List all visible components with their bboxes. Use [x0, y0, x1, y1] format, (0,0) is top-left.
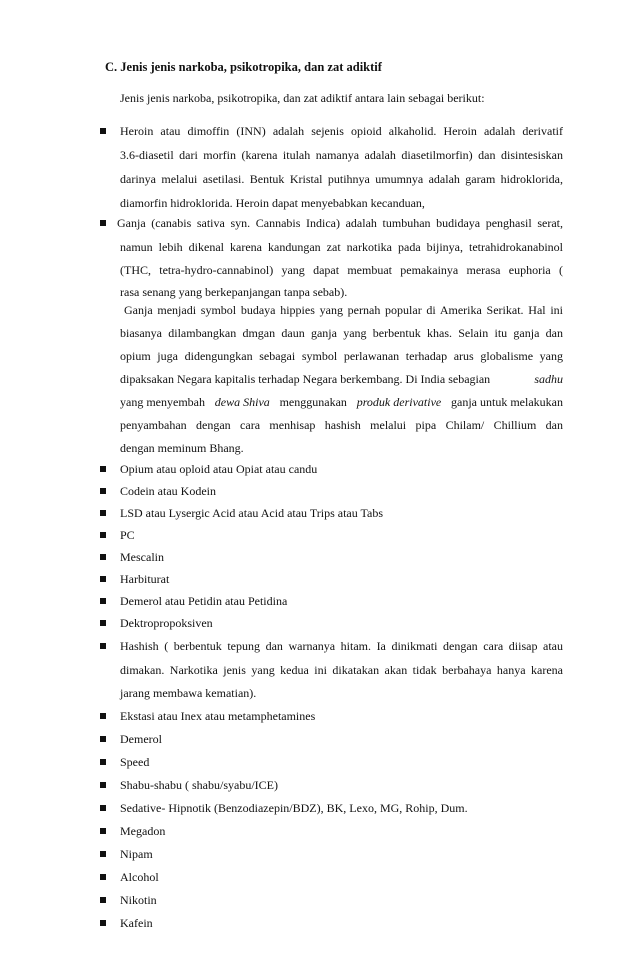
- ganja2-line: [120, 372, 563, 387]
- list-item: Speed: [120, 755, 150, 769]
- hashish-line: jarang membawa kematian).: [120, 686, 257, 700]
- bullet-icon: [100, 759, 106, 765]
- heroin-line: 3.6-diasetil dari morfin (karena itulah namanya adalah diasetilmorfin) dan disintesiskan: [120, 148, 563, 162]
- ganja2-line: opium juga didengungkan sebagai symbol perlawanan terhadap arus globalisme yang: [120, 349, 563, 363]
- bullet-icon: [100, 532, 106, 538]
- ganja2-line-text: dipaksakan Negara kapitalis terhadap Negara berkembang. Di India sebagian: [120, 372, 491, 386]
- bullet-icon: [100, 851, 106, 857]
- bullet-icon: [100, 920, 106, 926]
- ganja2-line: [120, 395, 563, 410]
- bullet-icon: [100, 805, 106, 811]
- ganja2-l5e: ganja untuk melakukan: [451, 395, 563, 409]
- ganja2-line: penyambahan dengan cara menhisap hashish melalui pipa Chilam/ Chillium dan: [120, 418, 563, 432]
- list-item: PC: [120, 528, 135, 542]
- heroin-line: Heroin atau dimoffin (INN) adalah sejenis opioid alkaholid. Heroin adalah derivatif: [120, 124, 563, 138]
- ganja2-l5c: menggunakan: [279, 395, 347, 409]
- ganja-line: (THC, tetra-hydro-cannabinol) yang dapat membuat pemakainya merasa euphoria (: [120, 263, 563, 277]
- list-item: Shabu-shabu ( shabu/syabu/ICE): [120, 778, 278, 792]
- bullet-icon: [100, 510, 106, 516]
- bullet-icon: [100, 488, 106, 494]
- list-item: Harbiturat: [120, 572, 170, 586]
- list-item: Alcohol: [120, 870, 159, 884]
- bullet-icon: [100, 643, 106, 649]
- list-item: Mescalin: [120, 550, 164, 564]
- bullet-icon: [100, 554, 106, 560]
- ganja2-l5a: yang menyembah: [120, 395, 205, 409]
- heroin-line: darinya melalui asetilasi. Bentuk Kristal putihnya umumnya adalah garam hidroklorida,: [120, 172, 563, 186]
- bullet-icon: [100, 576, 106, 582]
- ganja2-l5b: dewa Shiva: [214, 395, 270, 409]
- bullet-icon: [100, 620, 106, 626]
- list-item: Codein atau Kodein: [120, 484, 216, 498]
- bullet-icon: [100, 782, 106, 788]
- bullet-icon: [100, 220, 106, 226]
- bullet-icon: [100, 736, 106, 742]
- list-item: Nikotin: [120, 893, 157, 907]
- ganja-line: namun lebih dikenal karena kandungan zat narkotika pada bijinya, tetrahidrokanabinol: [120, 240, 563, 254]
- list-item: Sedative- Hipnotik (Benzodiazepin/BDZ), BK, Lexo, MG, Rohip, Dum.: [120, 801, 468, 815]
- list-item: Kafein: [120, 916, 153, 930]
- bullet-icon: [100, 128, 106, 134]
- list-item: Nipam: [120, 847, 153, 861]
- hashish-line: Hashish ( berbentuk tepung dan warnanya hitam. Ia dinikmati dengan cara diisap atau: [120, 639, 563, 653]
- list-item: Dektropropoksiven: [120, 616, 213, 630]
- list-item: Opium atau oploid atau Opiat atau candu: [120, 462, 318, 476]
- bullet-icon: [100, 828, 106, 834]
- heroin-line: diamorfin hidroklorida. Heroin dapat menyebabkan kecanduan,: [120, 196, 425, 210]
- list-item: LSD atau Lysergic Acid atau Acid atau Trips atau Tabs: [120, 506, 384, 520]
- list-item: Demerol atau Petidin atau Petidina: [120, 594, 288, 608]
- bullet-icon: [100, 466, 106, 472]
- ganja2-line: dengan meminum Bhang.: [120, 441, 244, 455]
- ganja-line: rasa senang yang berkepanjangan tanpa sebab).: [120, 285, 348, 299]
- ganja2-line: Ganja menjadi symbol budaya hippies yang pernah popular di Amerika Serikat. Hal ini: [124, 303, 563, 317]
- bullet-icon: [100, 598, 106, 604]
- bullet-icon: [100, 897, 106, 903]
- ganja2-l5d: produk derivative: [356, 395, 442, 409]
- list-item: Megadon: [120, 824, 166, 838]
- hashish-line: dimakan. Narkotika jenis yang kedua ini dikatakan akan tidak berbahaya hanya karena: [120, 663, 563, 677]
- bullet-icon: [100, 713, 106, 719]
- ganja2-sadhu: sadhu: [534, 372, 563, 386]
- bullet-icon: [100, 874, 106, 880]
- section-heading: C. Jenis jenis narkoba, psikotropika, dan zat adiktif: [105, 60, 382, 74]
- ganja-line: Ganja (canabis sativa syn. Cannabis Indica) adalah tumbuhan budidaya penghasil serat,: [117, 216, 563, 230]
- intro-text: Jenis jenis narkoba, psikotropika, dan zat adiktif antara lain sebagai berikut:: [120, 91, 485, 105]
- ganja2-line: biasanya dilambangkan dmgan daun ganja yang berbentuk khas. Selain itu ganja dan: [120, 326, 563, 340]
- list-item: Ekstasi atau Inex atau metamphetamines: [120, 709, 316, 723]
- list-item: Demerol: [120, 732, 162, 746]
